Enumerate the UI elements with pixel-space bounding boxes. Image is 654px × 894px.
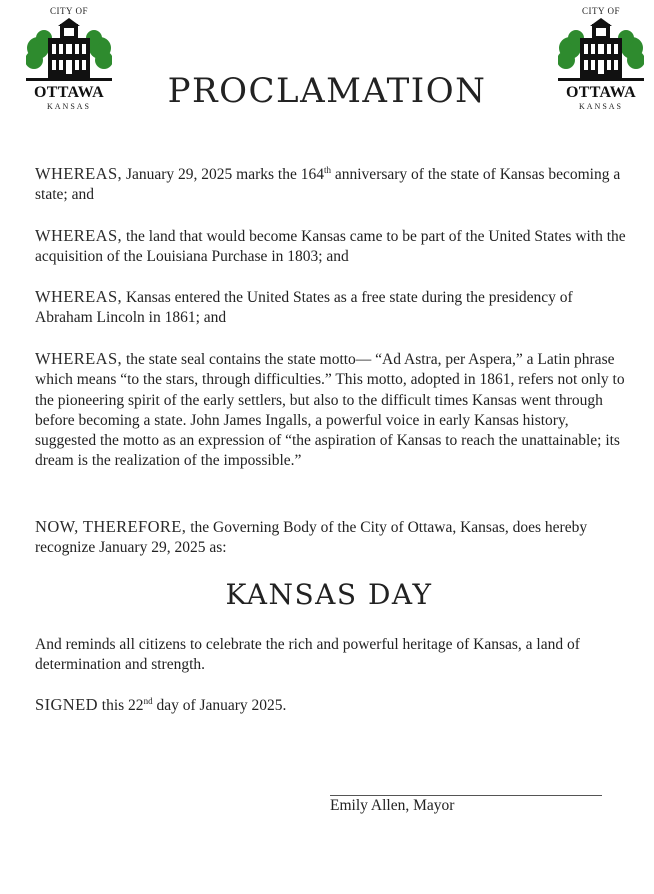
logo-state-name: KANSAS [578,102,623,111]
whereas-paragraph-anniversary: WHEREAS, January 29, 2025 marks the 164th anniversary of the state of Kansas becoming a state; and [35,164,621,204]
whereas-paragraph-motto: WHEREAS, the state seal contains the state motto— “Ad Astra, per Aspera,” a Latin phrase which means “to the stars, through difficulties.” This motto, adopted in 1861, refers not only to the pioneering spirit of the early settlers, but also to the difficult times Kansas went through before becoming a state. John James Ingalls, a powerful voice in early Kansas history, suggested the motto as an expression of “the aspiration of Kansas to reach the unattainable; its dream is the realization of the impossible.” [35,349,625,470]
logo-city-of: CITY OF [50,6,88,16]
logo-city-of: CITY OF [582,6,620,16]
paragraph-lead: WHEREAS, [35,164,123,183]
document-title: PROCLAMATION [167,70,487,111]
whereas-paragraph-free-state: WHEREAS, Kansas entered the United States as a free state during the presidency of Abraham Lincoln in 1861; and [35,287,573,327]
paragraph-lead: WHEREAS, [35,287,123,306]
now-therefore-paragraph: NOW, THEREFORE, the Governing Body of the City of Ottawa, Kansas, does hereby recognize January 29, 2025 as: [35,517,588,557]
signed-line: SIGNED this 22nd day of January 2025. [35,695,287,714]
paragraph-lead: SIGNED [35,695,98,714]
logo-city-name: OTTAWA [566,84,636,101]
logo-city-name: OTTAWA [34,84,104,101]
logo-state-name: KANSAS [46,102,91,111]
reminder-paragraph: And reminds all citizens to celebrate the rich and powerful heritage of Kansas, a land of determination and strength. [35,636,580,674]
declaration-heading: KANSAS DAY [225,578,433,611]
paragraph-lead: NOW, THEREFORE, [35,517,187,536]
paragraph-lead: WHEREAS, [35,226,123,245]
whereas-paragraph-louisiana: WHEREAS, the land that would become Kansas came to be part of the United States with the acquisition of the Louisiana Purchase in 1803; and [35,226,626,266]
paragraph-lead: WHEREAS, [35,349,123,368]
signatory-name: Emily Allen, Mayor [330,797,455,814]
signature-line [330,795,602,796]
